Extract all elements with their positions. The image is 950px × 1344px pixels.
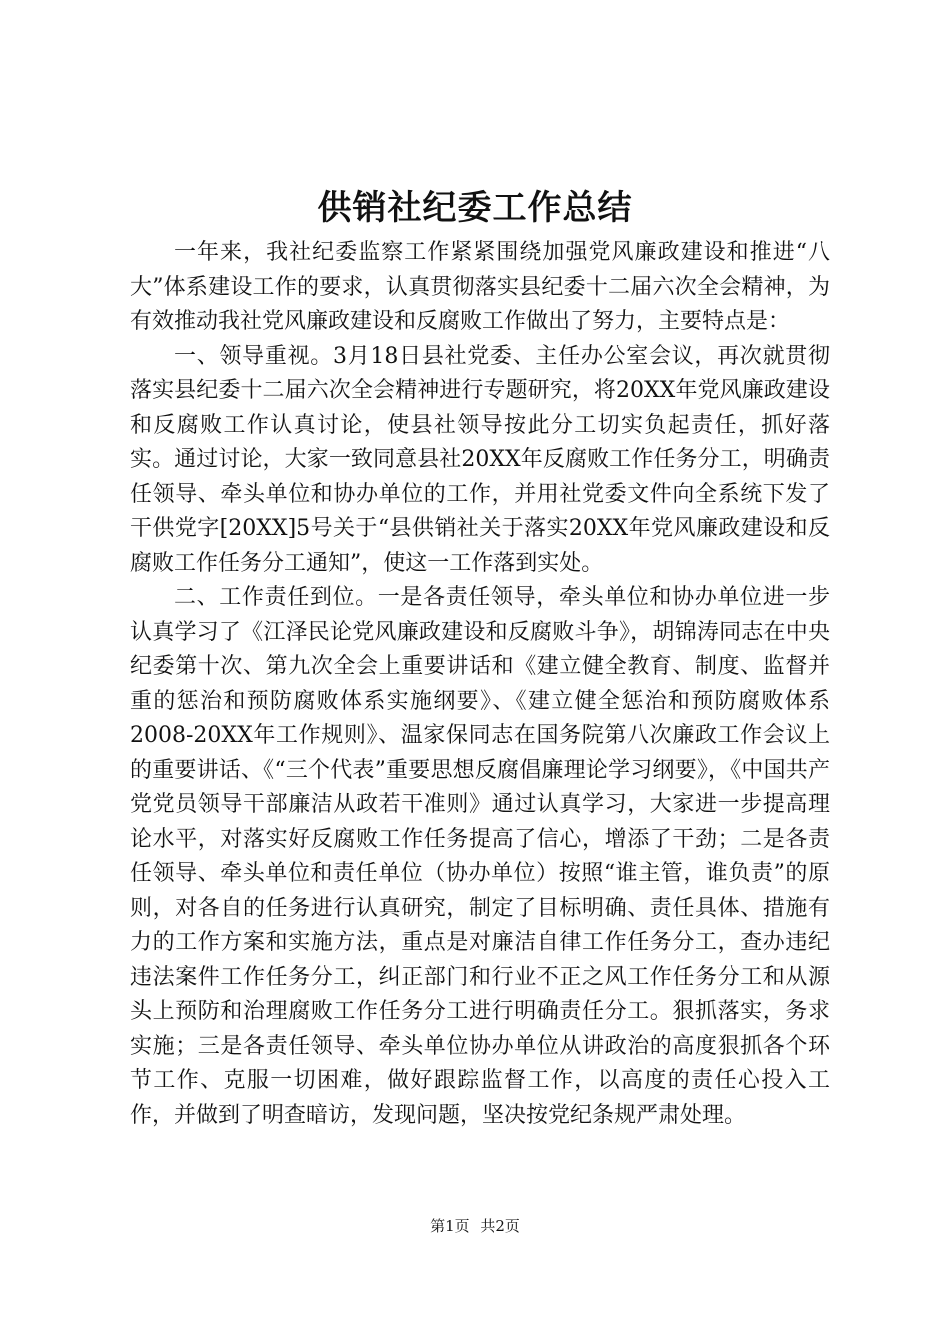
document-body <box>130 236 830 1133</box>
page-footer <box>0 1216 950 1236</box>
page-number: 第1页 <box>430 1217 470 1235</box>
paragraph-leadership: 一、领导重视。3月18日县社党委、主任办公室会议，再次就贯彻落实县纪委十二届六次全会精神进行专题研究，将20XX年党风廉政建设和反腐败工作认真讨论，使县社领导按此分工切实负起责任，抓好落实。通过讨论，大家一致同意县社20XX年反腐败工作任务分工，明确责任领导、牵头单位和协办单位的工作，并用社党委文件向全系统下发了干供党字[20XX]5号关于“县供销社关于落实20XX年党风廉政建设和反腐败工作任务分工通知”，使这一工作落到实处。 <box>130 343 830 576</box>
paragraph-intro: 一年来，我社纪委监察工作紧紧围绕加强党风廉政建设和推进“八大”体系建设工作的要求，认真贯彻落实县纪委十二届六次全会精神，为有效推动我社党风廉政建设和反腐败工作做出了努力，主要特点是： <box>130 240 830 334</box>
document-title: 供销社纪委工作总结 <box>317 188 633 228</box>
paragraph-responsibility: 二、工作责任到位。一是各责任领导，牵头单位和协办单位进一步认真学习了《江泽民论党风廉政建设和反腐败斗争》，胡锦涛同志在中央纪委第十次、第九次全会上重要讲话和《建立健全教育、制度、监督并重的惩治和预防腐败体系实施纲要》、《建立健全惩治和预防腐败体系2008-20XX年工作规则》、温家保同志在国务院第八次廉政工作会议上的重要讲话、《“三个代表”重要思想反腐倡廉理论学习纲要》，《中国共产党党员领导干部廉洁从政若干准则》通过认真学习，大家进一步提高理论水平，对落实好反腐败工作任务提高了信心，增添了干劲；二是各责任领导、牵头单位和责任单位（协办单位）按照“谁主管，谁负责”的原则，对各自的任务进行认真研究，制定了目标明确、责任具体、措施有力的工作方案和实施方法，重点是对廉洁自律工作任务分工，查办违纪违法案件工作任务分工，纠正部门和行业不正之风工作任务分工和从源头上预防和治理腐败工作任务分工进行明确责任分工。狠抓落实，务求实施；三是各责任领导、牵头单位协办单位从讲政治的高度狠抓各个环节工作、克服一切困难，做好跟踪监督工作，以高度的责任心投入工作，并做到了明查暗访，发现问题，坚决按党纪条规严肃处理。 <box>130 585 830 1128</box>
page-count: 共2页 <box>480 1217 520 1235</box>
